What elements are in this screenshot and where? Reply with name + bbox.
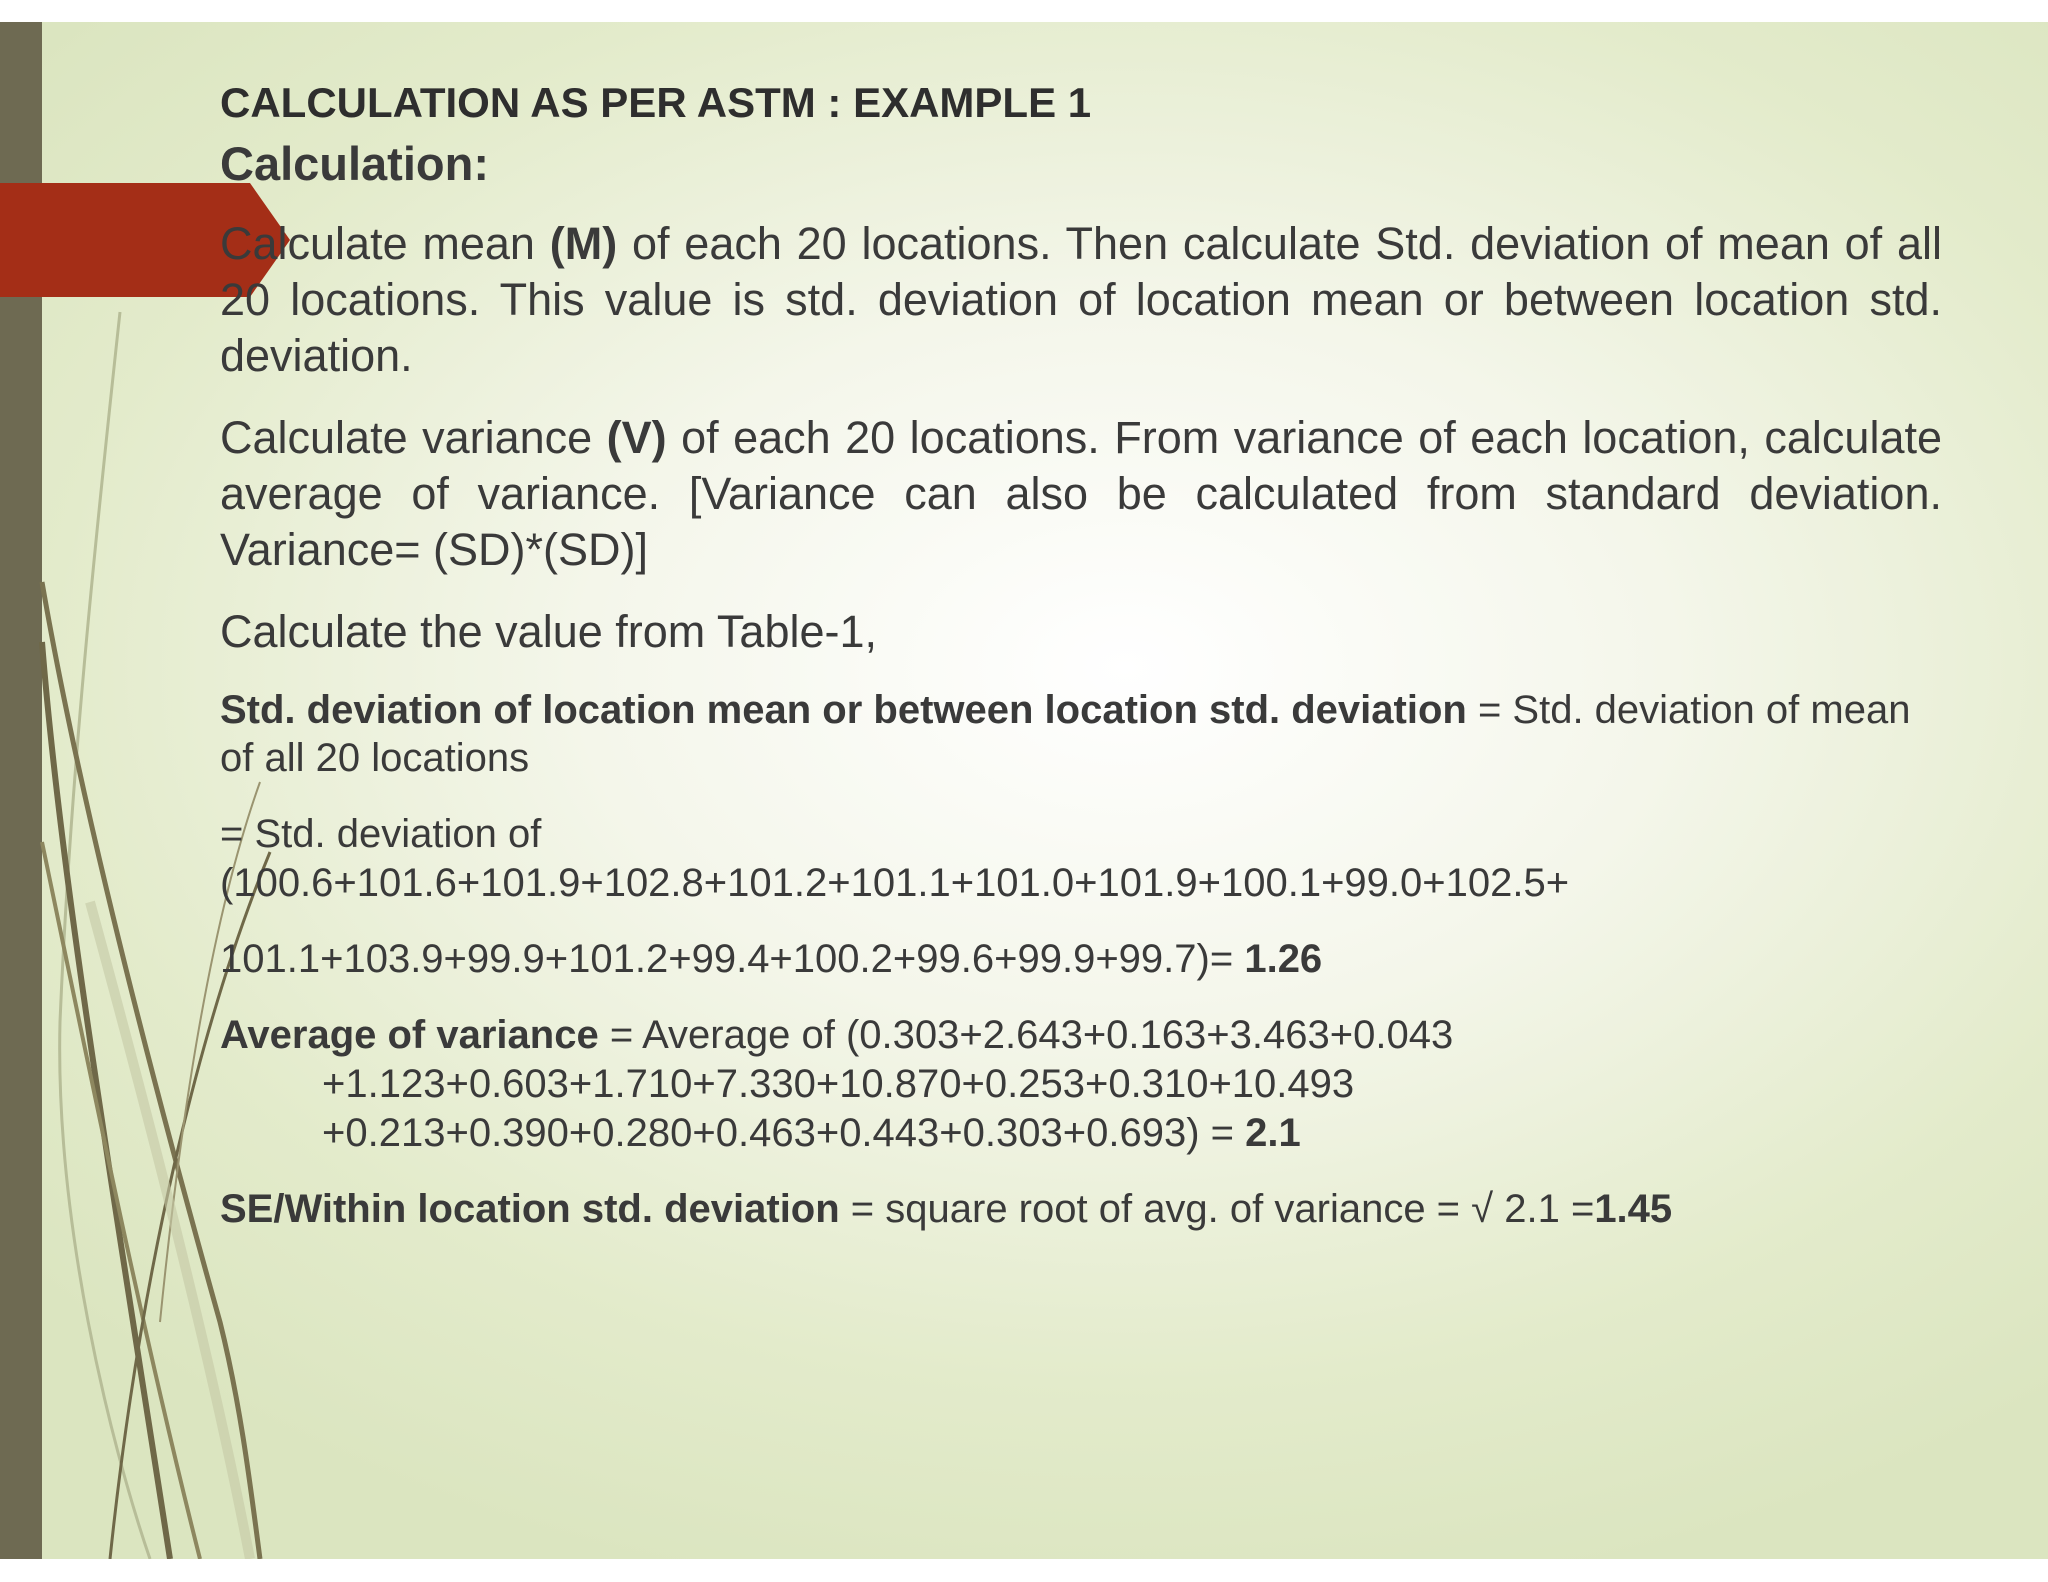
std-deviation-definition: Std. deviation of location mean or between location std. deviation = Std. deviation of mean of all 20 locations [220,688,1911,780]
slide-content [220,78,1942,1261]
average-variance-line1: Average of variance = Average of (0.303+2.643+0.163+3.463+0.043 [220,1013,1454,1057]
std-deviation-formula-line2: (100.6+101.6+101.9+102.8+101.2+101.1+101.0+101.9+100.1+99.0+102.5+ [220,861,1570,905]
paragraph-table-ref: Calculate the value from Table-1, [220,606,878,657]
paragraph-mean: Calculate mean (M) of each 20 locations. Then calculate Std. deviation of mean of all 20 locations. This value is std. deviation of location mean or between location std. deviation. [220,218,1942,381]
average-variance-result: 2.1 [1245,1111,1301,1155]
std-deviation-result: 1.26 [1244,937,1323,981]
paragraph-variance: Calculate variance (V) of each 20 locations. From variance of each location, calculate average of variance. [Variance can also be calculated from standard deviation. Variance= (SD)*(SD)] [220,412,1942,575]
se-within-location: SE/Within location std. deviation = square root of avg. of variance = √ 2.1 =1.45 [220,1187,1673,1231]
average-variance-line2: +1.123+0.603+1.710+7.330+10.870+0.253+0.310+10.493 [322,1062,1355,1106]
slide-title: CALCULATION AS PER ASTM : EXAMPLE 1 [220,79,1092,126]
std-deviation-formula-line3: 101.1+103.9+99.9+101.2+99.4+100.2+99.6+99.9+99.7)= 1.26 [220,937,1323,981]
std-deviation-formula-line1: = Std. deviation of [220,812,542,856]
section-heading: Calculation: [220,137,489,190]
slide [0,22,2048,1559]
average-variance-line3: +0.213+0.390+0.280+0.463+0.443+0.303+0.693) = 2.1 [322,1111,1301,1155]
se-result: 1.45 [1594,1187,1673,1231]
